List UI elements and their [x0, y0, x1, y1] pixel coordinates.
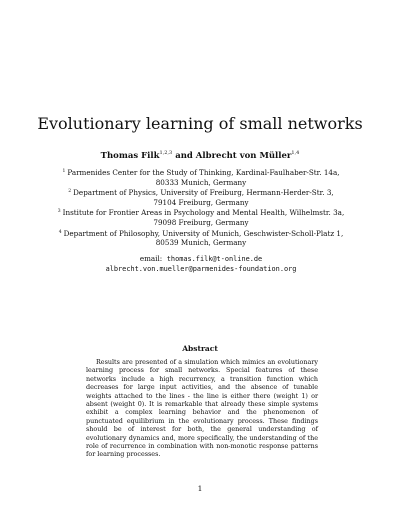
- email-line-1: [40, 254, 362, 264]
- affiliation-number: 3: [57, 209, 61, 215]
- affiliation-text: Parmenides Center for the Study of Thinking, Kardinal-Faulhaber-Str. 14a, 80333 Munich, Germany: [67, 168, 340, 187]
- affiliation-number: 2: [68, 189, 72, 195]
- author-line: [0, 151, 400, 161]
- author-name: Albrecht von Müller: [195, 151, 292, 161]
- affiliation-list: [56, 168, 346, 249]
- paper-title: Evolutionary learning of small networks: [37, 114, 363, 133]
- affiliation-text: Department of Philosophy, University of Munich, Geschwister-Scholl-Platz 1, 80539 Munich, Germany: [63, 228, 344, 248]
- email-block: [40, 254, 362, 274]
- affiliation-item: [56, 208, 346, 227]
- author-affiliation-marker: 1,4: [291, 150, 300, 156]
- email-address[interactable]: albrecht.von.mueller@parmenides-foundation.org: [105, 265, 297, 273]
- affiliation-item: [56, 188, 346, 207]
- affiliation-number: 1: [62, 169, 66, 174]
- email-label: email:: [139, 254, 163, 263]
- affiliation-text: Institute for Frontier Areas in Psychology and Mental Health, Wilhelmstr. 3a, 79098 Freiburg, Germany: [62, 208, 345, 227]
- abstract-heading: Abstract: [182, 344, 218, 353]
- email-line-2: [40, 264, 362, 274]
- author-name: Thomas Filk: [100, 151, 160, 161]
- affiliation-item: [56, 229, 346, 248]
- abstract-body: Results are presented of a simulation which mimics an evolutionary learning process for small networks. Special features of these networks include a high recurrency, a transition function which decreases for large input activities, and the absence of tunable weights attached to the lines - the line is either there (weight 1) or absent (weight 0). It is remarkable that already these simple systems exhibit a complex learning behavior and the phenomenon of punctuated equilibrium in the evolutionary process. These findings should be of interest for both, the general understanding of evolutionary dynamics and, more specifically, the understanding of the role of recurrence in combination with non-monotic response patterns for learning processes.: [86, 358, 318, 459]
- author-separator: and: [175, 151, 193, 161]
- email-address[interactable]: thomas.filk@t-online.de: [166, 255, 263, 263]
- page-number: 1: [197, 484, 203, 493]
- affiliation-text: Department of Physics, University of Freiburg, Hermann-Herder-Str. 3, 79104 Freiburg, Germany: [73, 188, 334, 207]
- affiliation-item: [56, 168, 346, 187]
- affiliation-number: 4: [58, 229, 62, 235]
- author-affiliation-marker: 1,2,3: [159, 150, 173, 156]
